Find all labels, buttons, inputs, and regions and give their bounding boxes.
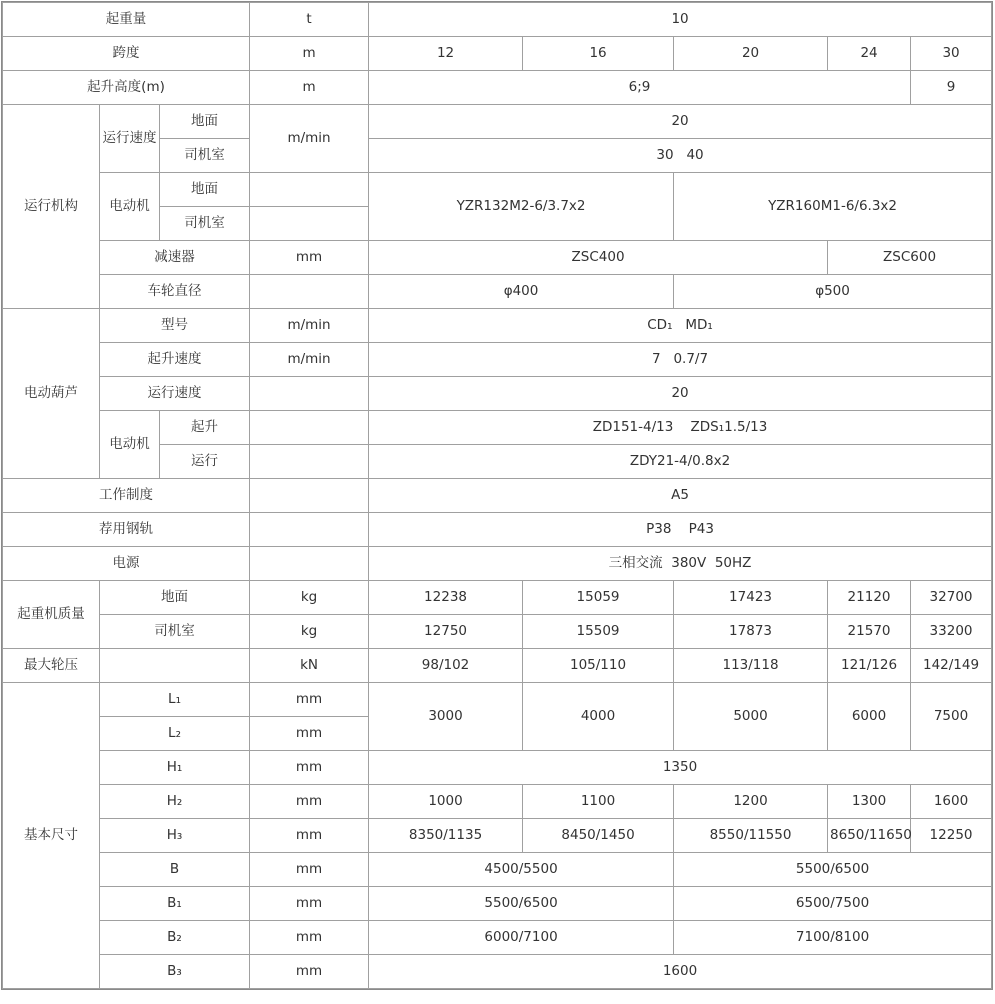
hoist-motor-label: 电动机 [100, 411, 160, 479]
row-dim-b [3, 853, 992, 887]
wheel-diameter-value-left: φ400 [369, 275, 674, 309]
crane-weight-ground-value: 15059 [523, 581, 674, 615]
hoist-motor-travel-value: ZDY21-4/0.8x2 [369, 445, 992, 479]
dim-b1-unit: mm [250, 887, 369, 921]
row-dim-b1 [3, 887, 992, 921]
travel-motor-cab-label: 司机室 [160, 207, 250, 241]
hoist-lifting-speed-value: 7 0.7/7 [369, 343, 992, 377]
dim-h2-value: 1000 [369, 785, 523, 819]
power-supply-value: 三相交流 380V 50HZ [369, 547, 992, 581]
dim-h3-value: 8350/1135 [369, 819, 523, 853]
empty-unit-cell [250, 479, 369, 513]
hoist-travel-speed-value: 20 [369, 377, 992, 411]
dim-h2-value: 1100 [523, 785, 674, 819]
dim-b-value-left: 4500/5500 [369, 853, 674, 887]
reducer-unit: mm [250, 241, 369, 275]
crane-weight-ground-label: 地面 [100, 581, 250, 615]
empty-unit-cell [250, 173, 369, 207]
row-hoist-lifting-speed [3, 343, 992, 377]
dim-l2-label: L₂ [100, 717, 250, 751]
dim-h2-value: 1200 [674, 785, 828, 819]
dim-h3-label: H₃ [100, 819, 250, 853]
row-dim-b2 [3, 921, 992, 955]
power-supply-label: 电源 [3, 547, 250, 581]
row-hoist-motor-lift [3, 411, 992, 445]
crane-weight-cab-unit: kg [250, 615, 369, 649]
crane-specs-table [2, 2, 992, 989]
travel-speed-cab-label: 司机室 [160, 139, 250, 173]
lifting-capacity-value: 10 [369, 3, 992, 37]
section-basic-dimensions: 基本尺寸 [3, 683, 100, 989]
span-label: 跨度 [3, 37, 250, 71]
dim-b1-value-right: 6500/7500 [674, 887, 992, 921]
row-lifting-capacity [3, 3, 992, 37]
crane-weight-cab-label: 司机室 [100, 615, 250, 649]
row-dim-h2 [3, 785, 992, 819]
dim-l1-unit: mm [250, 683, 369, 717]
crane-weight-cab-value: 33200 [911, 615, 992, 649]
row-travel-motor-ground [3, 173, 992, 207]
section-electric-hoist: 电动葫芦 [3, 309, 100, 479]
dim-b1-label: B₁ [100, 887, 250, 921]
wheel-diameter-label: 车轮直径 [100, 275, 250, 309]
lifting-height-unit: m [250, 71, 369, 105]
dim-l-value: 4000 [523, 683, 674, 751]
dim-h1-label: H₁ [100, 751, 250, 785]
span-value-20: 20 [674, 37, 828, 71]
dim-b3-label: B₃ [100, 955, 250, 989]
row-recommended-rail [3, 513, 992, 547]
row-lifting-height [3, 71, 992, 105]
crane-weight-cab-value: 15509 [523, 615, 674, 649]
dim-b-value-right: 5500/6500 [674, 853, 992, 887]
row-dim-h3 [3, 819, 992, 853]
dim-l-value: 7500 [911, 683, 992, 751]
row-span [3, 37, 992, 71]
hoist-model-unit: m/min [250, 309, 369, 343]
lifting-height-value-main: 6;9 [369, 71, 911, 105]
empty-unit-cell [250, 377, 369, 411]
crane-weight-cab-value: 21570 [828, 615, 911, 649]
lifting-height-label: 起升高度(m) [3, 71, 250, 105]
reducer-label: 减速器 [100, 241, 250, 275]
empty-unit-cell [250, 445, 369, 479]
row-dim-l1 [3, 683, 992, 717]
empty-unit-cell [250, 513, 369, 547]
dim-b-unit: mm [250, 853, 369, 887]
dim-b2-label: B₂ [100, 921, 250, 955]
hoist-motor-travel-label: 运行 [160, 445, 250, 479]
row-dim-h1 [3, 751, 992, 785]
row-dim-b3 [3, 955, 992, 989]
row-crane-weight-ground [3, 581, 992, 615]
hoist-motor-lift-value: ZD151-4/13 ZDS₁1.5/13 [369, 411, 992, 445]
dim-l-value: 6000 [828, 683, 911, 751]
dim-b-label: B [100, 853, 250, 887]
dim-b2-value-right: 7100/8100 [674, 921, 992, 955]
reducer-value-left: ZSC400 [369, 241, 828, 275]
dim-h3-value: 8650/11650 [828, 819, 911, 853]
span-value-16: 16 [523, 37, 674, 71]
hoist-motor-lift-label: 起升 [160, 411, 250, 445]
max-wheel-load-value: 142/149 [911, 649, 992, 683]
crane-weight-ground-value: 32700 [911, 581, 992, 615]
dim-b2-value-left: 6000/7100 [369, 921, 674, 955]
dim-b3-unit: mm [250, 955, 369, 989]
row-reducer [3, 241, 992, 275]
dim-h2-unit: mm [250, 785, 369, 819]
row-duty-class [3, 479, 992, 513]
row-hoist-travel-speed [3, 377, 992, 411]
max-wheel-load-unit: kN [250, 649, 369, 683]
crane-weight-ground-unit: kg [250, 581, 369, 615]
crane-weight-ground-value: 21120 [828, 581, 911, 615]
empty-unit-cell [250, 275, 369, 309]
span-unit: m [250, 37, 369, 71]
dim-l-value: 5000 [674, 683, 828, 751]
dim-h3-value: 8450/1450 [523, 819, 674, 853]
row-wheel-diameter [3, 275, 992, 309]
span-value-30: 30 [911, 37, 992, 71]
lifting-capacity-label: 起重量 [3, 3, 250, 37]
span-value-12: 12 [369, 37, 523, 71]
wheel-diameter-value-right: φ500 [674, 275, 992, 309]
duty-class-label: 工作制度 [3, 479, 250, 513]
recommended-rail-value: P38 P43 [369, 513, 992, 547]
max-wheel-load-value: 121/126 [828, 649, 911, 683]
hoist-model-value: CD₁ MD₁ [369, 309, 992, 343]
section-crane-weight: 起重机质量 [3, 581, 100, 649]
dim-h2-value: 1600 [911, 785, 992, 819]
empty-unit-cell [250, 411, 369, 445]
hoist-lifting-speed-unit: m/min [250, 343, 369, 377]
max-wheel-load-label: 最大轮压 [3, 649, 100, 683]
duty-class-value: A5 [369, 479, 992, 513]
dim-l2-unit: mm [250, 717, 369, 751]
travel-motor-value-left: YZR132M2-6/3.7x2 [369, 173, 674, 241]
crane-weight-cab-value: 12750 [369, 615, 523, 649]
dim-b1-value-left: 5500/6500 [369, 887, 674, 921]
dim-h3-value: 12250 [911, 819, 992, 853]
empty-sublabel-cell [100, 649, 250, 683]
travel-motor-ground-label: 地面 [160, 173, 250, 207]
hoist-model-label: 型号 [100, 309, 250, 343]
travel-motor-label: 电动机 [100, 173, 160, 241]
travel-speed-ground-value: 20 [369, 105, 992, 139]
hoist-lifting-speed-label: 起升速度 [100, 343, 250, 377]
row-hoist-model [3, 309, 992, 343]
travel-speed-cab-value: 30 40 [369, 139, 992, 173]
section-travel-mechanism: 运行机构 [3, 105, 100, 309]
dim-h1-unit: mm [250, 751, 369, 785]
row-max-wheel-load [3, 649, 992, 683]
dim-b3-value: 1600 [369, 955, 992, 989]
travel-motor-value-right: YZR160M1-6/6.3x2 [674, 173, 992, 241]
dim-h3-value: 8550/11550 [674, 819, 828, 853]
crane-weight-cab-value: 17873 [674, 615, 828, 649]
travel-speed-unit: m/min [250, 105, 369, 173]
lifting-capacity-unit: t [250, 3, 369, 37]
crane-weight-ground-value: 12238 [369, 581, 523, 615]
empty-unit-cell [250, 547, 369, 581]
travel-speed-ground-label: 地面 [160, 105, 250, 139]
empty-unit-cell [250, 207, 369, 241]
travel-speed-label: 运行速度 [100, 105, 160, 173]
hoist-travel-speed-label: 运行速度 [100, 377, 250, 411]
crane-weight-ground-value: 17423 [674, 581, 828, 615]
row-power-supply [3, 547, 992, 581]
dim-h3-unit: mm [250, 819, 369, 853]
dim-h1-value: 1350 [369, 751, 992, 785]
recommended-rail-label: 荐用钢轨 [3, 513, 250, 547]
max-wheel-load-value: 98/102 [369, 649, 523, 683]
max-wheel-load-value: 105/110 [523, 649, 674, 683]
dim-h2-value: 1300 [828, 785, 911, 819]
dim-l1-label: L₁ [100, 683, 250, 717]
row-crane-weight-cab [3, 615, 992, 649]
reducer-value-right: ZSC600 [828, 241, 992, 275]
row-travel-speed-ground [3, 105, 992, 139]
span-value-24: 24 [828, 37, 911, 71]
dim-b2-unit: mm [250, 921, 369, 955]
dim-h2-label: H₂ [100, 785, 250, 819]
lifting-height-value-30: 9 [911, 71, 992, 105]
max-wheel-load-value: 113/118 [674, 649, 828, 683]
dim-l-value: 3000 [369, 683, 523, 751]
